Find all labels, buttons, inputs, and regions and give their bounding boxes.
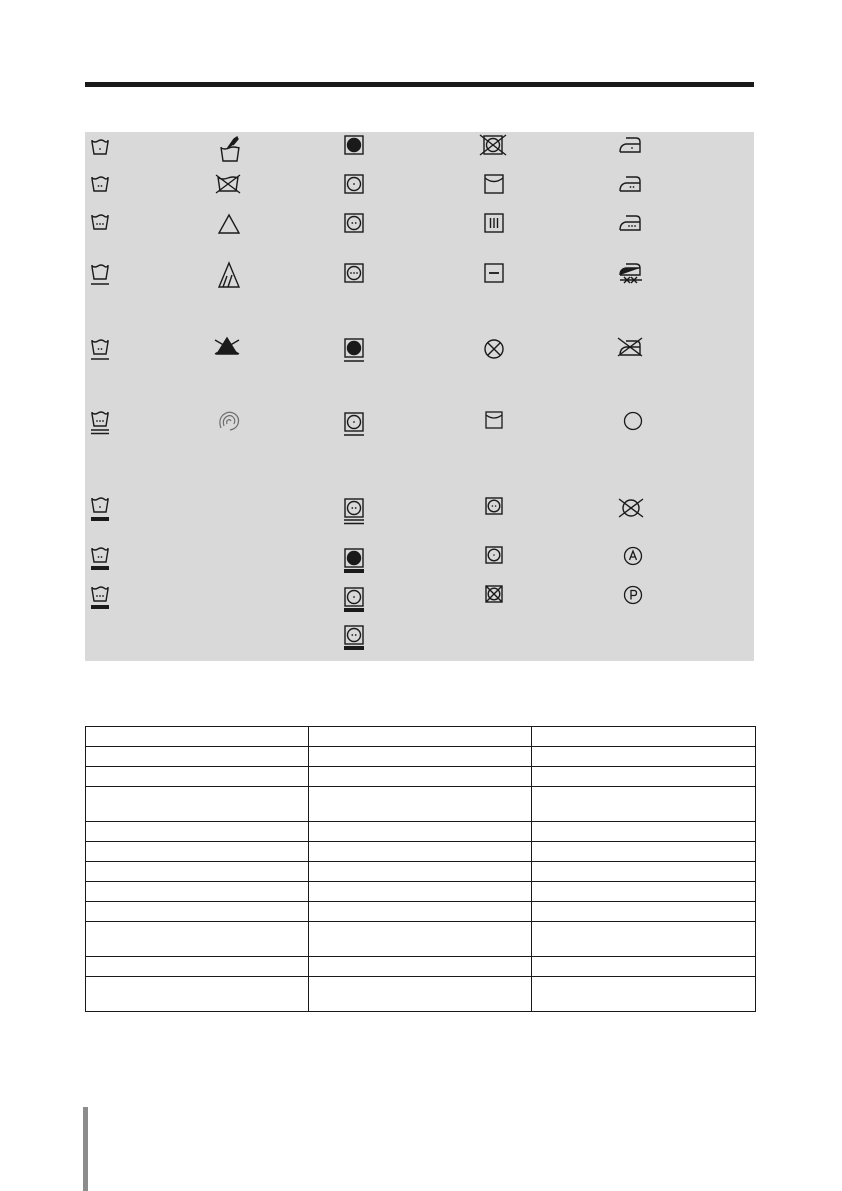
iron-high-icon xyxy=(618,214,642,232)
tumble-dry-normal-icon xyxy=(344,213,364,233)
table-row xyxy=(86,747,756,767)
dry-clean-a-icon xyxy=(623,546,643,566)
table-cell xyxy=(532,922,756,957)
tumble-dry-low-icon xyxy=(344,174,364,194)
table-cell xyxy=(86,747,309,767)
table-row xyxy=(86,902,756,922)
table-row xyxy=(86,882,756,902)
table-cell xyxy=(532,727,756,747)
table-cell xyxy=(86,862,309,882)
do-not-tumble-dry-small-icon xyxy=(485,585,503,603)
tumble-dry-medium-small-icon xyxy=(485,546,503,564)
tumble-dry-low-underline-icon xyxy=(344,412,364,438)
tumble-dry-high-icon xyxy=(344,135,364,155)
table-cell xyxy=(309,727,532,747)
table-row xyxy=(86,842,756,862)
top-rule xyxy=(85,82,754,87)
table-cell xyxy=(86,922,309,957)
table-cell xyxy=(532,902,756,922)
table-cell xyxy=(532,957,756,977)
table-row xyxy=(86,957,756,977)
table-row xyxy=(86,787,756,822)
table-cell xyxy=(86,882,309,902)
table-cell xyxy=(86,842,309,862)
wash-60-mild-under-icon xyxy=(90,585,110,613)
do-not-iron-icon xyxy=(616,336,644,358)
wash-40-very-mild-icon xyxy=(90,410,110,436)
do-not-wash-icon xyxy=(215,174,241,194)
wash-40-mild-under-icon xyxy=(90,546,110,574)
table-cell xyxy=(309,957,532,977)
hang-dry-icon xyxy=(485,411,503,429)
table-cell xyxy=(532,862,756,882)
wool-mark-icon xyxy=(217,410,241,432)
table-cell xyxy=(309,922,532,957)
table-cell xyxy=(86,727,309,747)
table-cell xyxy=(309,902,532,922)
wash-95-icon xyxy=(90,263,110,287)
tumble-dry-normal-double-underline-icon xyxy=(344,625,364,653)
oxygen-bleach-icon xyxy=(218,262,240,288)
table-cell xyxy=(86,957,309,977)
table-cell xyxy=(309,977,532,1012)
table-cell xyxy=(86,822,309,842)
steam-iron-icon xyxy=(618,263,644,285)
dry-clean-p-icon xyxy=(623,585,643,605)
tumble-dry-filled-underline-icon xyxy=(344,338,364,364)
table-cell xyxy=(86,977,309,1012)
dry-flat-icon xyxy=(484,263,504,283)
do-not-dry-clean-icon xyxy=(617,497,645,519)
table-cell xyxy=(309,787,532,822)
table-cell xyxy=(86,902,309,922)
table-cell xyxy=(309,862,532,882)
table-cell xyxy=(309,822,532,842)
tumble-dry-low-double-underline-icon xyxy=(344,587,364,615)
table-cell xyxy=(532,822,756,842)
do-not-bleach-icon xyxy=(213,336,241,356)
table-cell xyxy=(532,747,756,767)
dry-clean-icon xyxy=(623,411,643,431)
table-cell xyxy=(309,882,532,902)
line-dry-icon xyxy=(484,174,504,194)
table-cell xyxy=(309,842,532,862)
table-cell xyxy=(532,882,756,902)
care-symbols-table xyxy=(85,726,756,1012)
page-margin-bar xyxy=(83,1107,88,1191)
table-row xyxy=(86,727,756,747)
do-not-dry-clean-x-icon xyxy=(483,338,505,360)
table-cell xyxy=(309,747,532,767)
wash-30-icon xyxy=(90,138,110,158)
wash-30-mild-under-icon xyxy=(90,496,110,524)
do-not-tumble-dry-icon xyxy=(479,134,507,156)
wash-40-icon xyxy=(90,175,110,195)
table-row xyxy=(86,922,756,957)
table-cell xyxy=(532,842,756,862)
drip-dry-icon xyxy=(484,213,504,233)
wash-40-mild-icon xyxy=(90,338,110,362)
hand-wash-icon xyxy=(219,135,241,163)
table-row xyxy=(86,977,756,1012)
table-cell xyxy=(309,767,532,787)
table-cell xyxy=(532,767,756,787)
bleach-allowed-icon xyxy=(218,214,240,234)
tumble-dry-low-small-icon xyxy=(485,497,503,515)
table-cell xyxy=(532,787,756,822)
table-row xyxy=(86,767,756,787)
iron-low-icon xyxy=(618,136,642,154)
wash-50-icon xyxy=(90,213,110,233)
table-cell xyxy=(532,977,756,1012)
iron-medium-icon xyxy=(618,175,642,193)
care-symbols-panel xyxy=(85,132,754,661)
table-row xyxy=(86,862,756,882)
table-cell xyxy=(86,767,309,787)
tumble-dry-filled-double-underline-icon xyxy=(344,548,364,576)
table-cell xyxy=(86,787,309,822)
tumble-dry-normal-underline-icon xyxy=(344,498,364,526)
tumble-dry-extra-icon xyxy=(344,263,364,283)
table-row xyxy=(86,822,756,842)
